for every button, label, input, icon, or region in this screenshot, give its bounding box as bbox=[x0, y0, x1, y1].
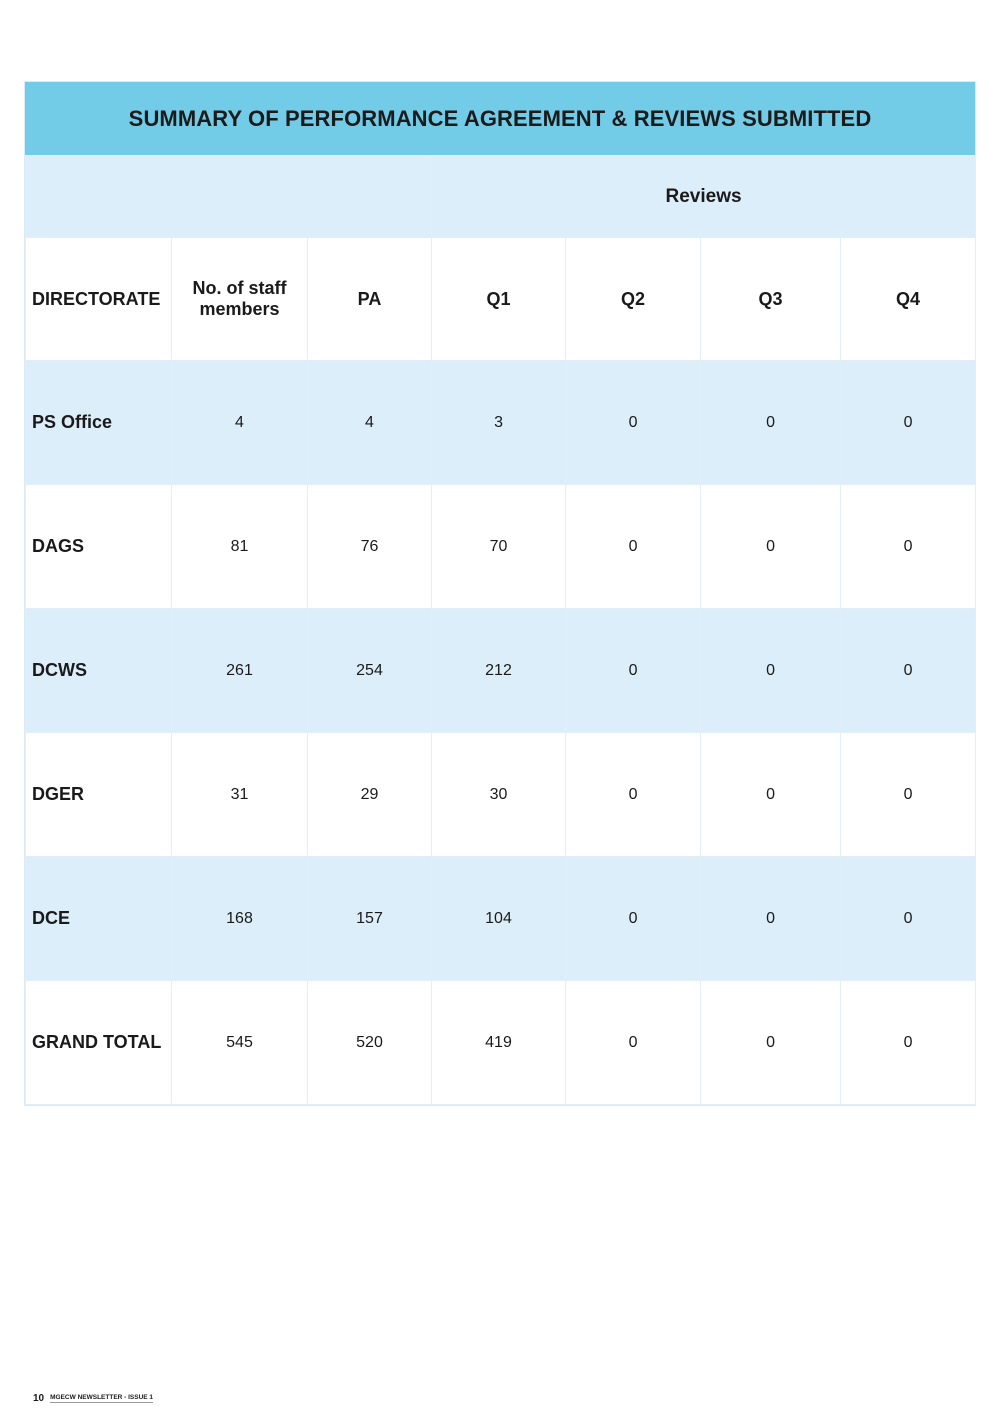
cell-staff: 168 bbox=[172, 857, 308, 981]
cell-q4: 0 bbox=[841, 733, 976, 857]
publication-name: MGECW NEWSLETTER - ISSUE 1 bbox=[50, 1394, 154, 1401]
cell-q3: 0 bbox=[701, 485, 841, 609]
summary-table-card bbox=[24, 81, 976, 1106]
table-row bbox=[26, 485, 976, 609]
column-header-q3: Q3 bbox=[701, 238, 841, 361]
row-directorate: DCWS bbox=[26, 609, 172, 733]
column-header-pa: PA bbox=[308, 238, 432, 361]
cell-staff: 545 bbox=[172, 981, 308, 1105]
cell-q3: 0 bbox=[701, 609, 841, 733]
cell-q2: 0 bbox=[566, 857, 701, 981]
grand-total-row bbox=[26, 981, 976, 1105]
reviews-group-header: Reviews bbox=[432, 156, 976, 238]
cell-q1: 212 bbox=[432, 609, 566, 733]
row-directorate: PS Office bbox=[26, 361, 172, 485]
table-row bbox=[26, 733, 976, 857]
cell-staff: 81 bbox=[172, 485, 308, 609]
column-header-row bbox=[26, 238, 976, 361]
row-directorate: DCE bbox=[26, 857, 172, 981]
column-header-q1: Q1 bbox=[432, 238, 566, 361]
cell-staff: 261 bbox=[172, 609, 308, 733]
row-directorate: GRAND TOTAL bbox=[26, 981, 172, 1105]
row-directorate: DAGS bbox=[26, 485, 172, 609]
performance-table bbox=[25, 155, 976, 1105]
cell-staff: 31 bbox=[172, 733, 308, 857]
cell-q3: 0 bbox=[701, 857, 841, 981]
cell-q4: 0 bbox=[841, 857, 976, 981]
table-row bbox=[26, 857, 976, 981]
cell-q1: 3 bbox=[432, 361, 566, 485]
cell-q2: 0 bbox=[566, 609, 701, 733]
row-directorate: DGER bbox=[26, 733, 172, 857]
cell-q3: 0 bbox=[701, 981, 841, 1105]
cell-pa: 29 bbox=[308, 733, 432, 857]
cell-q4: 0 bbox=[841, 609, 976, 733]
cell-q4: 0 bbox=[841, 485, 976, 609]
cell-q2: 0 bbox=[566, 361, 701, 485]
table-title: SUMMARY OF PERFORMANCE AGREEMENT & REVIEWS SUBMITTED bbox=[25, 82, 975, 155]
group-header-row bbox=[26, 156, 976, 238]
cell-q2: 0 bbox=[566, 733, 701, 857]
cell-q2: 0 bbox=[566, 485, 701, 609]
cell-q2: 0 bbox=[566, 981, 701, 1105]
column-header-q4: Q4 bbox=[841, 238, 976, 361]
cell-pa: 254 bbox=[308, 609, 432, 733]
cell-pa: 520 bbox=[308, 981, 432, 1105]
page-number: 10 bbox=[33, 1393, 45, 1404]
column-header-q2: Q2 bbox=[566, 238, 701, 361]
cell-q3: 0 bbox=[701, 733, 841, 857]
cell-pa: 76 bbox=[308, 485, 432, 609]
column-header-directorate: DIRECTORATE bbox=[26, 238, 172, 361]
cell-q1: 104 bbox=[432, 857, 566, 981]
page-footer bbox=[33, 1393, 153, 1404]
table-row bbox=[26, 361, 976, 485]
cell-q4: 0 bbox=[841, 981, 976, 1105]
cell-q1: 30 bbox=[432, 733, 566, 857]
cell-pa: 4 bbox=[308, 361, 432, 485]
table-row bbox=[26, 609, 976, 733]
cell-staff: 4 bbox=[172, 361, 308, 485]
cell-q3: 0 bbox=[701, 361, 841, 485]
cell-pa: 157 bbox=[308, 857, 432, 981]
group-header-spacer bbox=[26, 156, 432, 238]
cell-q1: 70 bbox=[432, 485, 566, 609]
column-header-staff: No. of staff members bbox=[172, 238, 308, 361]
cell-q1: 419 bbox=[432, 981, 566, 1105]
cell-q4: 0 bbox=[841, 361, 976, 485]
